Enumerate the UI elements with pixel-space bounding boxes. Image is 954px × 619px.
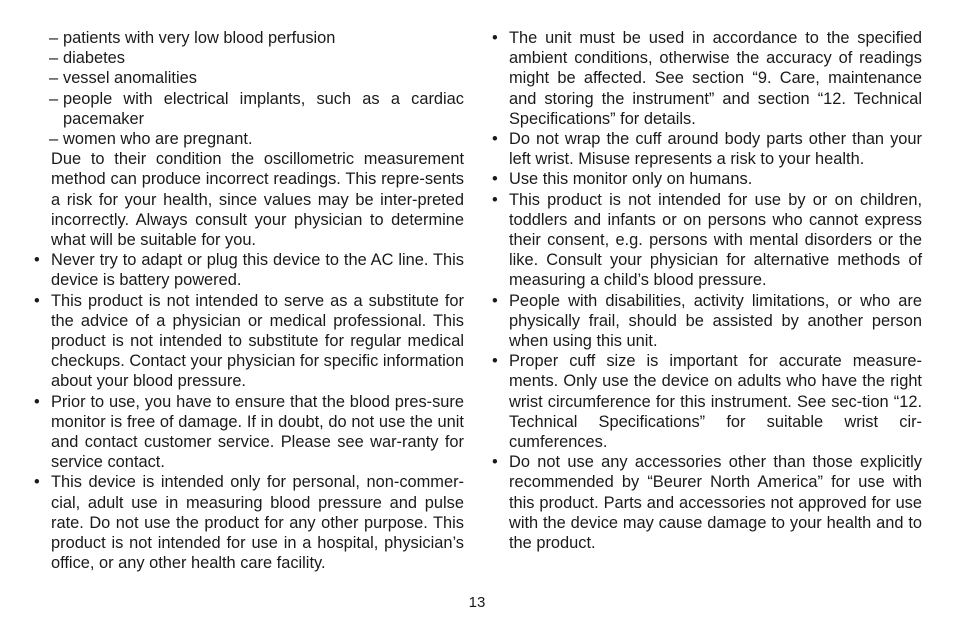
- bullet-text: This device is intended only for personal, non-commer-cial, adult use in measuring blood pressure and pulse rate. Do not use the product for any other purpose. This product is not intended for use in a hospital, physician’s office, or any other health care facility.: [51, 473, 464, 573]
- bullet-item: [492, 351, 922, 452]
- bullet-text: Use this monitor only on humans.: [509, 170, 753, 189]
- bullet-text: This product is not intended to serve as a substitute for the advice of a physician or medical professional. This product is not intended to substitute for regular medical checkups. Contact your physician for specific information about your blood pressure.: [51, 291, 464, 391]
- dash-item-text: people with electrical implants, such as a cardiac pacemaker: [63, 89, 464, 128]
- dash-marker: –: [49, 29, 59, 47]
- bullet-item: [492, 28, 922, 129]
- dash-item-text: vessel anomalities: [63, 69, 197, 88]
- bullet-item: [34, 392, 464, 473]
- dash-item: [34, 48, 464, 68]
- bullet-text: People with disabilities, activity limitations, or who are physically frail, should be assisted by another person when using this unit.: [509, 291, 922, 351]
- bullet-marker: •: [492, 352, 498, 371]
- bullet-marker: •: [492, 130, 498, 149]
- bullet-text: Do not use any accessories other than those explicitly recommended by “Beurer North America” for use with this product. Parts and accessories not approved for use with the device may cause damage to your health and to the product.: [509, 453, 922, 553]
- bullet-marker: •: [492, 190, 498, 209]
- bullet-marker: •: [492, 291, 498, 310]
- dash-marker: –: [49, 89, 59, 108]
- bullet-marker: •: [34, 251, 40, 270]
- bullet-marker: •: [492, 170, 498, 189]
- bullet-marker: •: [34, 291, 40, 310]
- dash-item: [34, 68, 464, 88]
- dash-marker: –: [49, 130, 59, 149]
- bullet-text: Prior to use, you have to ensure that the blood pres-sure monitor is free of damage. If in doubt, do not use the unit and contact customer service. Please see war-ranty for service contact.: [51, 392, 464, 472]
- right-column: [492, 28, 922, 553]
- dash-marker: –: [49, 49, 59, 68]
- bullet-text: Proper cuff size is important for accurate measure-ments. Only use the device on adults who have the right wrist circumference for this instrument. See sec-tion “12. Technical Specifications” for suitable wrist cir-cumferences.: [509, 352, 922, 452]
- bullet-item: [492, 190, 922, 291]
- bullet-item: [492, 129, 922, 169]
- bullet-item: [492, 452, 922, 553]
- condition-paragraph: Due to their condition the oscillometric measurement method can produce incorrect readings. This repre-sents a risk for your health, since values may be inter-preted incorrectly. Always consult your physician to determine what will be suitable for you.: [51, 150, 464, 250]
- dash-item-text: patients with very low blood perfusion: [63, 29, 336, 47]
- dash-item: [34, 89, 464, 129]
- bullet-item: [34, 291, 464, 392]
- bullet-text: This product is not intended for use by or on children, toddlers and infants or on persons who cannot express their consent, e.g. persons with mental disorders or the like. Consult your physician for alternative methods of measuring a child’s blood pressure.: [509, 190, 922, 290]
- dash-marker: –: [49, 69, 59, 88]
- bullet-text: The unit must be used in accordance to the specified ambient conditions, otherwise the accuracy of readings might be affected. See section “9. Care, maintenance and storing the instrument” and section “12. Technical Specifications” for details.: [509, 29, 922, 128]
- bullet-marker: •: [34, 473, 40, 492]
- dash-item: [34, 28, 464, 48]
- bullet-item: [34, 250, 464, 290]
- bullet-text: Do not wrap the cuff around body parts other than your left wrist. Misuse represents a risk to your health.: [509, 130, 922, 169]
- bullet-marker: •: [492, 29, 498, 47]
- bullet-marker: •: [34, 392, 40, 411]
- bullet-item: [492, 169, 922, 189]
- bullet-marker: •: [492, 453, 498, 472]
- bullet-item: [34, 472, 464, 573]
- dash-item-text: women who are pregnant.: [63, 130, 253, 149]
- bullet-item: [492, 291, 922, 352]
- dash-item: [34, 129, 464, 149]
- left-column: [34, 28, 464, 573]
- page-number: 13: [468, 594, 486, 611]
- bullet-text: Never try to adapt or plug this device to the AC line. This device is battery powered.: [51, 251, 464, 290]
- dash-item-text: diabetes: [63, 49, 125, 68]
